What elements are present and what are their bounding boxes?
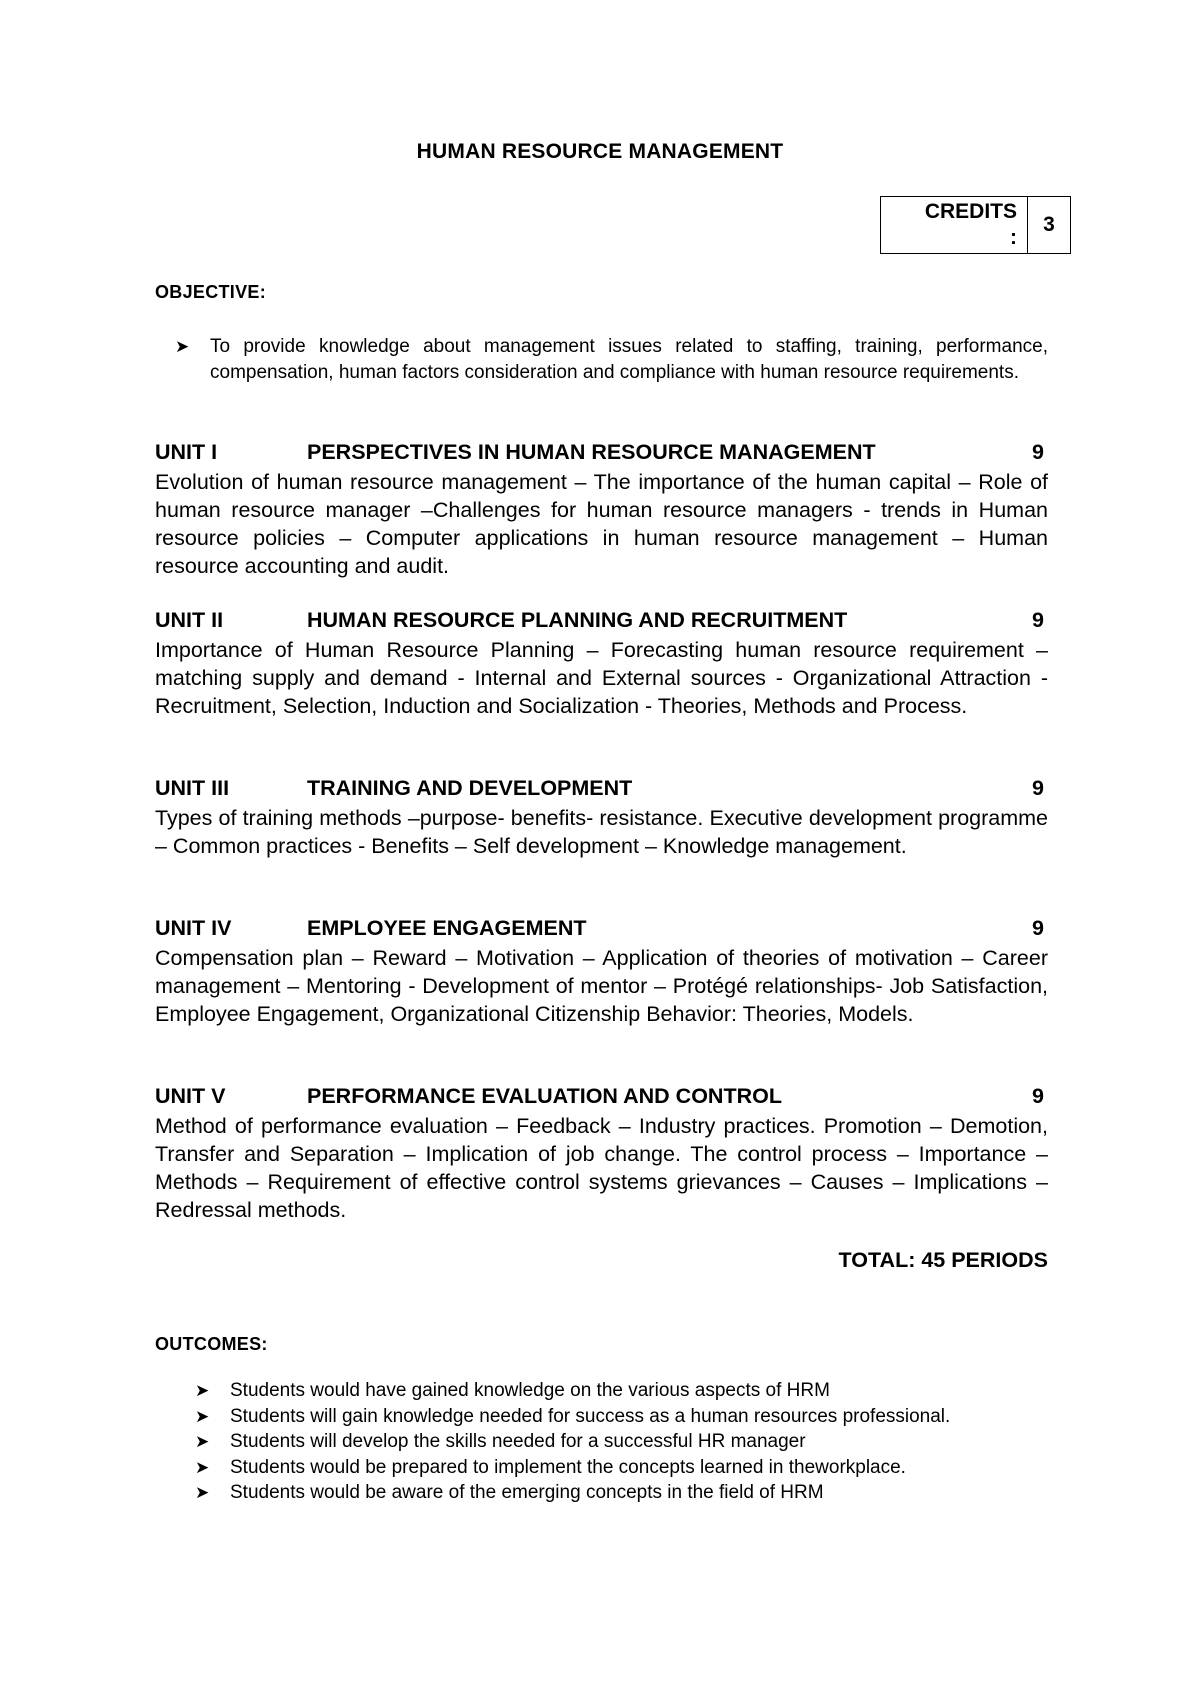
outcome-item xyxy=(195,1480,1025,1506)
unit-content: Importance of Human Resource Planning – Forecasting human resource requirement –matching supply and demand - Internal and External sources - Organizational Attraction - Recruitment, Selection, Induction and Socialization - Theories, Methods and Process. xyxy=(155,638,1048,718)
unit-number: UNIT V xyxy=(155,1084,226,1108)
unit-5 xyxy=(155,1084,1048,1224)
outcome-item xyxy=(195,1455,1025,1481)
page-title: HUMAN RESOURCE MANAGEMENT xyxy=(416,140,784,163)
unit-hours: 9 xyxy=(1032,1084,1044,1108)
unit-content: Method of performance evaluation – Feedback – Industry practices. Promotion – Demotion, Transfer and Separation – Implication of job change. The control process – Importance – Methods – Requirement of effective control systems grievances – Causes – Implications – Redressal methods. xyxy=(155,1114,1048,1222)
unit-title: EMPLOYEE ENGAGEMENT xyxy=(307,916,587,940)
unit-content: Types of training methods –purpose- benefits- resistance. Executive development programme – Common practices - Benefits – Self development – Knowledge management. xyxy=(155,806,1048,858)
credits-label-line2: : xyxy=(1010,226,1017,249)
arrowhead-bullet-icon: ➤ xyxy=(195,1483,210,1502)
unit-2 xyxy=(155,608,1048,720)
outcome-item xyxy=(195,1404,1025,1430)
arrowhead-bullet-icon: ➤ xyxy=(175,337,190,356)
unit-title: PERSPECTIVES IN HUMAN RESOURCE MANAGEMENT xyxy=(307,440,876,464)
unit-number: UNIT III xyxy=(155,776,230,800)
unit-number: UNIT IV xyxy=(155,916,232,940)
unit-number: UNIT I xyxy=(155,440,218,464)
unit-hours: 9 xyxy=(1032,776,1044,800)
outcome-item-text: Students would be aware of the emerging concepts in the field of HRM xyxy=(230,1482,824,1503)
objective-list xyxy=(175,334,1048,385)
outcome-item xyxy=(195,1429,1025,1455)
arrowhead-bullet-icon: ➤ xyxy=(195,1457,210,1477)
outcome-item-text: Students would have gained knowledge on the various aspects of HRM xyxy=(230,1380,830,1401)
unit-hours: 9 xyxy=(1032,440,1044,464)
objective-heading: OBJECTIVE: xyxy=(155,282,267,302)
credits-label-line1: CREDITS xyxy=(924,200,1017,223)
credits-label xyxy=(881,197,1028,254)
outcome-item-text: Students will gain knowledge needed for success as a human resources professional. xyxy=(230,1405,951,1427)
unit-heading xyxy=(155,608,1048,636)
unit-hours: 9 xyxy=(1032,608,1044,632)
unit-title: TRAINING AND DEVELOPMENT xyxy=(307,776,633,800)
unit-title: PERFORMANCE EVALUATION AND CONTROL xyxy=(307,1084,782,1108)
arrowhead-bullet-icon: ➤ xyxy=(195,1406,210,1426)
unit-1 xyxy=(155,440,1048,580)
unit-content: Evolution of human resource management – The importance of the human capital – Role of human resource manager –Challenges for human resource managers - trends in Human resource policies – Computer applications in human resource management – Human resource accounting and audit. xyxy=(155,470,1048,578)
unit-heading xyxy=(155,776,1048,804)
unit-3 xyxy=(155,776,1048,860)
objective-item-text: To provide knowledge about management issues related to staffing, training, performance, compensation, human factors consideration and compliance with human resource requirements. xyxy=(210,336,1048,383)
unit-hours: 9 xyxy=(1032,916,1044,940)
unit-title: HUMAN RESOURCE PLANNING AND RECRUITMENT xyxy=(307,608,848,632)
total-periods: TOTAL: 45 PERIODS xyxy=(838,1248,1048,1272)
outcomes-heading: OUTCOMES: xyxy=(155,1334,268,1354)
credits-value: 3 xyxy=(1028,197,1071,254)
credits-box xyxy=(880,196,1071,254)
arrowhead-bullet-icon: ➤ xyxy=(195,1381,210,1400)
outcome-item-text: Students would be prepared to implement the concepts learned in theworkplace. xyxy=(230,1456,906,1478)
objective-item xyxy=(175,334,1048,385)
unit-heading xyxy=(155,1084,1048,1112)
unit-number: UNIT II xyxy=(155,608,224,632)
unit-content: Compensation plan – Reward – Motivation – Application of theories of motivation – Career management – Mentoring - Development of mentor – Protégé relationships- Job Satisfaction, Employee Engagement, Organizational Citizenship Behavior: Theories, Models. xyxy=(155,946,1048,1026)
unit-heading xyxy=(155,916,1048,944)
outcome-item-text: Students will develop the skills needed for a successful HR manager xyxy=(230,1431,806,1452)
unit-4 xyxy=(155,916,1048,1028)
arrowhead-bullet-icon: ➤ xyxy=(195,1432,210,1451)
unit-heading xyxy=(155,440,1048,468)
outcome-item xyxy=(195,1378,1025,1404)
outcomes-list xyxy=(195,1378,1025,1506)
